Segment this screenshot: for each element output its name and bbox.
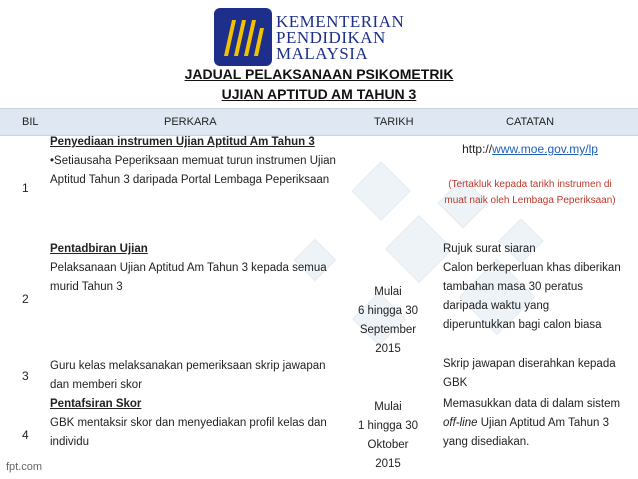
header-perkara: PERKARA [164,116,217,128]
date-cell: Mulai 6 hingga 30 September 2015 [357,286,419,355]
source-watermark: fpt.com [6,461,43,473]
catatan-cell [443,395,623,452]
catatan-note: (Tertakluk kepada tarikh instrumen di muat naik oleh Lembaga Peperiksaan) [444,179,616,206]
row-body: GBK mentaksir skor dan menyediakan profil kelas dan individu [50,417,327,448]
table-row [50,395,340,452]
row-heading: Pentafsiran Skor [50,398,142,410]
ministry-logo [214,6,424,68]
row-heading: Penyediaan instrumen Ujian Aptitud Am Tahun 3 [50,136,315,148]
row-heading: Pentadbiran Ujian [50,243,148,255]
catatan-cell: Skrip jawapan diserahkan kepada GBK [443,358,616,389]
ministry-emblem-icon [214,8,272,66]
row-number: 3 [22,369,29,383]
row-body: Guru kelas melaksanakan pemeriksaan skrip jawapan dan memberi skor [50,360,326,391]
catatan-text: Memasukkan data di dalam sistem [443,398,621,410]
table-row [50,240,340,297]
logo-line-3: MALAYSIA [276,44,369,63]
page-title: JADUAL PELAKSANAAN PSIKOMETRIK [184,66,454,82]
logo-line-1: KEMENTERIAN [276,12,405,31]
catatan-text-end: Ujian Aptitud Am Tahun 3 yang disediakan. [443,417,610,448]
row-number: 2 [22,292,29,306]
row-body: •Setiausaha Peperiksaan memuat turun instrumen Ujian Aptitud Tahun 3 daripada Portal Lembaga Peperiksaan [50,155,336,186]
header-catatan: CATATAN [506,116,555,128]
link-url[interactable]: www.moe.gov.my/lp [492,142,598,156]
logo-line-2: PENDIDIKAN [276,28,386,47]
table-header [0,108,638,136]
moe-link[interactable] [440,140,620,159]
date-cell: Mulai 1 hingga 30 Oktober 2015 [357,401,419,470]
header-bil: BIL [22,116,39,128]
background-cube [351,161,410,220]
catatan-emphasis: off-line [443,417,478,429]
table-row [50,357,335,395]
table-row [50,133,344,190]
logo-wordmark [276,14,404,62]
page-subtitle: UJIAN APTITUD AM TAHUN 3 [221,86,417,102]
row-body: Pelaksanaan Ujian Aptitud Am Tahun 3 kepada semua murid Tahun 3 [50,262,327,293]
catatan-cell: Rujuk surat siaran Calon berkeperluan khas diberikan tambahan masa 30 peratus daripada waktu yang diperuntukkan bagi calon biasa [443,243,621,331]
catatan-cell [440,140,620,209]
header-tarikh: TARIKH [374,116,414,128]
row-number: 4 [22,428,29,442]
link-prefix[interactable]: http:// [462,142,493,156]
row-number: 1 [22,181,29,195]
